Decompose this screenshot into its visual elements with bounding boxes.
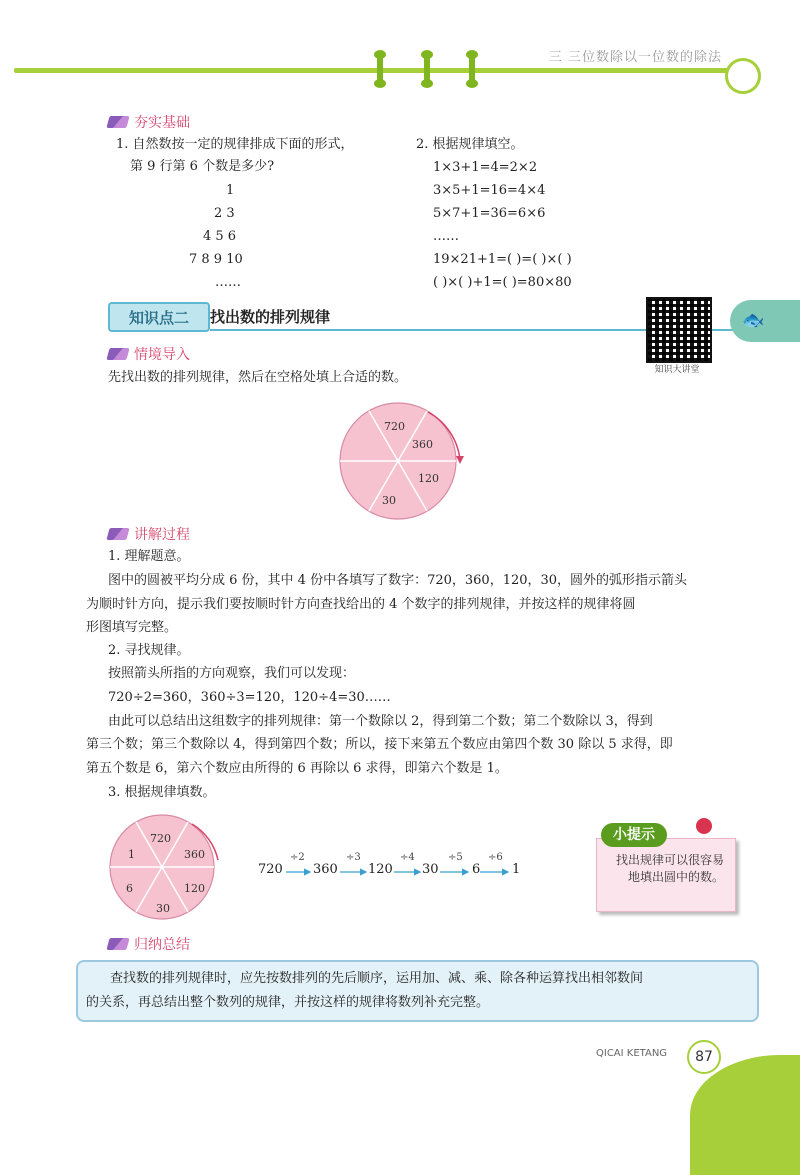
q1-row: 4 5 6 <box>203 229 237 244</box>
section-heading <box>108 524 190 544</box>
qr-label: 知识大讲堂 <box>654 365 700 375</box>
chain-operator: ÷2 <box>290 852 305 863</box>
sector-value: 360 <box>412 438 433 451</box>
book-icon <box>106 528 129 540</box>
q1-text: 第 9 行第 6 个数是多少? <box>130 159 275 174</box>
chain-operator: ÷5 <box>448 852 463 863</box>
sector-value: 30 <box>156 902 170 915</box>
sector-circle-diagram <box>330 398 470 524</box>
completed-circle-diagram <box>104 812 228 922</box>
sector-value: 6 <box>126 882 133 895</box>
chain-number: 120 <box>368 862 393 877</box>
chain-number: 720 <box>258 862 283 877</box>
tip-tag: 小提示 <box>601 823 667 847</box>
paragraph-line: 为顺时针方向，提示我们要按顺时针方向查找给出的 4 个数字的排列规律，并按这样的规律将圆 <box>86 597 636 612</box>
fish-icon: 🐟 <box>742 310 765 331</box>
q2-line: 19×21+1=( )=( )×( ) <box>433 252 572 267</box>
sector-value: 120 <box>418 472 439 485</box>
step-heading: 1. 理解题意。 <box>108 549 190 564</box>
section-title: 情境导入 <box>134 347 190 363</box>
chain-number: 6 <box>472 862 481 877</box>
book-icon <box>106 348 129 360</box>
side-tab <box>730 300 800 342</box>
paragraph-line: 第三个数；第三个数除以 4，得到第四个数；所以，接下来第五个数应由第四个数 30 除以 5 求得，即 <box>86 737 673 752</box>
q1-row: 7 8 9 10 <box>189 252 243 267</box>
sector-value: 120 <box>184 882 205 895</box>
paragraph-line: 形图填写完整。 <box>86 620 178 635</box>
sector-value: 360 <box>184 848 205 861</box>
sector-value: 720 <box>384 420 405 433</box>
chain-number: 30 <box>422 862 439 877</box>
binder-peg <box>377 52 383 86</box>
summary-line: 的关系，再总结出整个数列的规律，并按这样的规律将数列补充完整。 <box>86 995 490 1010</box>
chain-arrows <box>280 864 520 878</box>
binder-peg <box>469 52 475 86</box>
section-heading <box>108 344 190 364</box>
tip-text: 找出规律可以很容易地填出圆中的数。 <box>615 853 724 884</box>
binder-peg <box>424 52 430 86</box>
q2-title: 2. 根据规律填空。 <box>416 137 524 152</box>
footer-label: QICAI KETANG <box>596 1048 668 1059</box>
paragraph-line: 按照箭头所指的方向观察，我们可以发现： <box>108 666 356 681</box>
arrow-head-icon <box>456 456 464 464</box>
knowledge-point-title: 找出数的排列规律 <box>210 306 755 331</box>
chapter-title: 三 三位数除以一位数的除法 <box>548 50 722 65</box>
book-icon <box>106 116 129 128</box>
section-heading <box>108 934 190 954</box>
q1-row: …… <box>215 275 241 290</box>
section-title: 归纳总结 <box>134 937 190 953</box>
q1-row: 2 3 <box>214 206 235 221</box>
chain-operator: ÷3 <box>346 852 361 863</box>
paragraph-line: 由此可以总结出这组数字的排列规律：第一个数除以 2，得到第二个数；第二个数除以 3，得到 <box>108 714 653 729</box>
paragraph-line: 图中的圆被平均分成 6 份，其中 4 份中各填写了数字：720，360，120，30，圆外的弧形指示箭头 <box>108 573 688 588</box>
q1-text: 1. 自然数按一定的规律排成下面的形式， <box>116 137 354 152</box>
chain-operator: ÷6 <box>488 852 503 863</box>
formula-line: 720÷2=360，360÷3=120，120÷4=30…… <box>108 690 391 705</box>
step-heading: 3. 根据规律填数。 <box>108 785 216 800</box>
knowledge-point-tag: 知识点二 <box>108 302 210 332</box>
sector-value: 30 <box>382 494 396 507</box>
qr-code-icon[interactable] <box>646 297 712 363</box>
q2-line: 3×5+1=16=4×4 <box>433 183 546 198</box>
step-heading: 2. 寻找规律。 <box>108 643 190 658</box>
q2-line: 1×3+1=4=2×2 <box>433 160 538 175</box>
q2-line: ( )×( )+1=( )=80×80 <box>433 275 572 290</box>
sector-value: 720 <box>150 832 171 845</box>
page-number: 87 <box>687 1040 721 1074</box>
mascot-logo-icon <box>725 58 761 94</box>
q1-row: 1 <box>226 183 235 198</box>
paragraph-line: 第五个数是 6，第六个数应由所得的 6 再除以 6 求得，即第六个数是 1。 <box>86 761 508 776</box>
section-title: 讲解过程 <box>134 527 190 543</box>
section-title: 夯实基础 <box>134 115 190 131</box>
chain-operator: ÷4 <box>400 852 415 863</box>
q2-line: …… <box>433 229 459 244</box>
summary-line: 查找数的排列规律时，应先按数排列的先后顺序，运用加、减、乘、除各种运算找出相邻数间 <box>110 971 644 986</box>
q2-line: 5×7+1=36=6×6 <box>433 206 546 221</box>
chain-number: 1 <box>512 862 521 877</box>
chain-number: 360 <box>313 862 338 877</box>
section-heading <box>108 112 190 132</box>
sector-value: 1 <box>128 848 135 861</box>
intro-text: 先找出数的排列规律，然后在空格处填上合适的数。 <box>108 370 408 385</box>
book-icon <box>106 938 129 950</box>
pushpin-icon <box>696 818 712 834</box>
